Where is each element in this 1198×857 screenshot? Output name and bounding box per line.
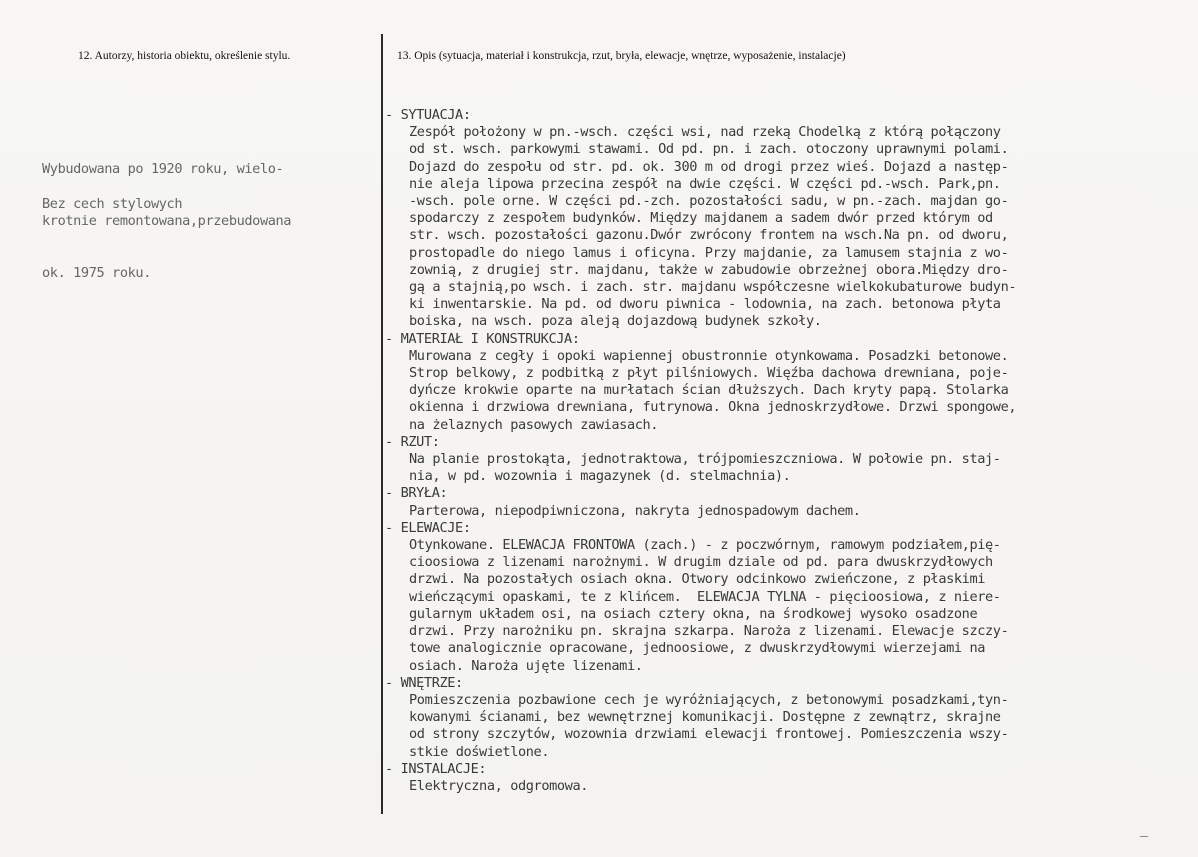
- text-line: cioosiowa z lizenami narożnymi. W drugim dziale od pd. para dwuskrzydłowych: [409, 554, 993, 571]
- section-heading: - INSTALACJE:: [385, 760, 487, 777]
- text-line: Strop belkowy, z podbitką z płyt pilśniowych. Więźba dachowa drewniana, poje-: [409, 365, 1009, 382]
- description-section: [385, 331, 1016, 434]
- history-line: Wybudowana po 1920 roku, wielo-: [42, 161, 284, 178]
- text-line: od strony szczytów, wozownia drzwiami elewacji frontowej. Pomieszczenia wszy-: [409, 726, 1009, 743]
- section-heading: - BRYŁA:: [385, 485, 448, 502]
- section-body: [385, 451, 1016, 485]
- section-13-header: 13. Opis (sytuacja, materiał i konstrukcja, rzut, bryła, elewacje, wnętrze, wyposażenie, instalacje): [397, 50, 846, 62]
- section-heading: - MATERIAŁ I KONSTRUKCJA:: [385, 330, 580, 347]
- section-body: [385, 124, 1016, 330]
- text-line: gularnym układem osi, na osiach cztery okna, na środkowej wysoko osadzone: [409, 605, 978, 622]
- section-body: [385, 537, 1016, 675]
- text-line: ki inwentarskie. Na pd. od dworu piwnica - lodownia, na zach. betonowa płyta: [409, 296, 1001, 313]
- scan-mark: [1140, 836, 1148, 837]
- section-12-header: 12. Autorzy, historia obiektu, określenie stylu.: [78, 50, 291, 62]
- text-line: okienna i drzwiowa drewniana, futrynowa. Okna jednoskrzydłowe. Drzwi spongowe,: [409, 399, 1017, 416]
- section-heading: - WNĘTRZE:: [385, 674, 463, 691]
- text-line: wieńczącymi opaskami, te z klińcem. ELEWACJA TYLNA - pięcioosiowa, z niere-: [409, 588, 1001, 605]
- description-section: [385, 520, 1016, 675]
- text-line: Parterowa, niepodpiwniczona, nakryta jednospadowym dachem.: [409, 502, 861, 519]
- section-body: [385, 778, 1016, 795]
- description-text: [385, 107, 1016, 795]
- text-line: kowanymi ścianami, bez wewnętrznej komunikacji. Dostępne z zewnątrz, skrajne: [409, 709, 1001, 726]
- text-line: Zespół położony w pn.-wsch. części wsi, nad rzeką Chodelką z którą połączony: [409, 124, 1001, 141]
- section-body: [385, 348, 1016, 434]
- text-line: osiach. Naroża ujęte lizenami.: [409, 657, 643, 674]
- section-body: [385, 692, 1016, 761]
- text-line: Pomieszczenia pozbawione cech je wyróżniających, z betonowymi posadzkami,tyn-: [409, 691, 1009, 708]
- section-heading: - RZUT:: [385, 433, 440, 450]
- text-line: str. wsch. pozostałości gazonu.Dwór zwrócony frontem na wsch.Na pn. od dworu,: [409, 227, 1009, 244]
- text-line: Otynkowane. ELEWACJA FRONTOWA (zach.) - z poczwórnym, ramowym podziałem,pię-: [409, 537, 1001, 554]
- text-line: drzwi. Na pozostałych osiach okna. Otwory odcinkowo zwieńczone, z płaskimi: [409, 571, 986, 588]
- text-line: dyńcze krokwie oparte na murłatach ścian dłuższych. Dach kryty papą. Stolarka: [409, 382, 1009, 399]
- text-line: zownią, z drugiej str. majdanu, także w zabudowie obrzeżnej obora.Między dro-: [409, 261, 1009, 278]
- text-line: Elektryczna, odgromowa.: [409, 777, 589, 794]
- history-text: [42, 127, 291, 316]
- column-divider: [381, 34, 383, 814]
- text-line: prostopadle do niego lamus i oficyna. Przy majdanie, za lamusem stajnia z wo-: [409, 244, 1009, 261]
- text-line: spodarczy z zespołem budynków. Między majdanem a sadem dwór przed którym od: [409, 210, 993, 227]
- text-line: gą a stajnią,po wsch. i zach. str. majdanu współczesne wielkokubaturowe budyn-: [409, 279, 1017, 296]
- text-line: nie aleja lipowa przecina zespół na dwie części. W części pd.-wsch. Park,pn.: [409, 175, 1001, 192]
- section-heading: - SYTUACJA:: [385, 107, 471, 123]
- text-line: Na planie prostokąta, jednotraktowa, trójpomieszczniowa. W połowie pn. staj-: [409, 451, 1001, 468]
- description-section: [385, 107, 1016, 331]
- history-line: ok. 1975 roku.: [42, 264, 151, 281]
- text-line: -wsch. pole orne. W części pd.-zch. pozostałości sadu, w pn.-zach. majdan go-: [409, 193, 1009, 210]
- text-line: Dojazd do zespołu od str. pd. ok. 300 m od drogi przez wieś. Dojazd a następ-: [409, 158, 1009, 175]
- style-note: Bez cech stylowych: [42, 196, 183, 212]
- history-line: krotnie remontowana,przebudowana: [42, 213, 292, 230]
- text-line: na żelaznych pasowych zawiasach.: [409, 416, 659, 433]
- description-section: [385, 485, 1016, 519]
- section-heading: - ELEWACJE:: [385, 519, 471, 536]
- text-line: Murowana z cegły i opoki wapiennej obustronnie otynkowama. Posadzki betonowe.: [409, 347, 1009, 364]
- text-line: drzwi. Przy narożniku pn. skrajna szkarpa. Naroża z lizenami. Elewacje szczy-: [409, 623, 1009, 640]
- text-line: towe analogicznie opracowane, jednoosiowe, z dwuskrzydłowymi wierzejami na: [409, 640, 986, 657]
- description-section: [385, 675, 1016, 761]
- description-section: [385, 434, 1016, 486]
- text-line: stkie doświetlone.: [409, 743, 550, 760]
- text-line: nia, w pd. wozownia i magazynek (d. stelmachnia).: [409, 468, 791, 485]
- section-body: [385, 503, 1016, 520]
- text-line: od st. wsch. parkowymi stawami. Od pd. pn. i zach. otoczony uprawnymi polami.: [409, 141, 1009, 158]
- description-section: [385, 761, 1016, 795]
- text-line: boiska, na wsch. poza aleją dojazdową budynek szkoły.: [409, 313, 822, 330]
